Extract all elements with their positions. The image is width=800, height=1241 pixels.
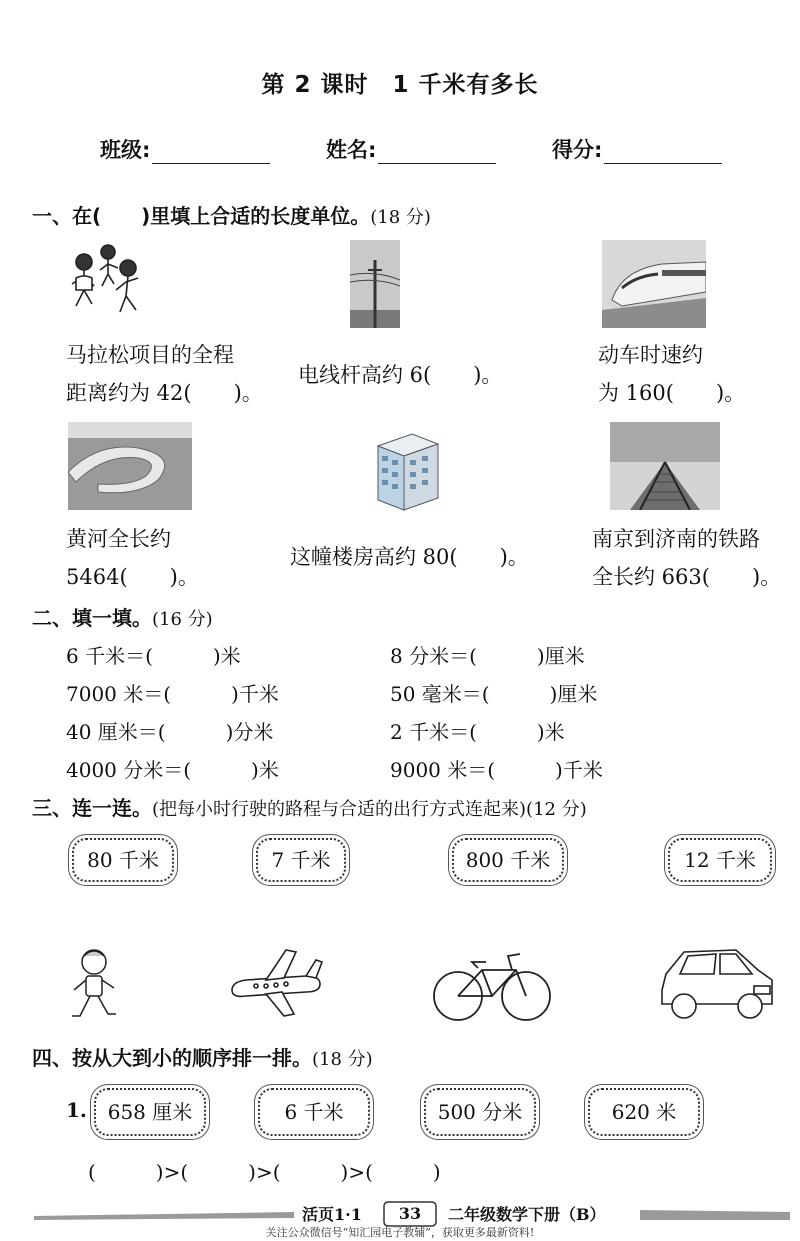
s1-item3: 动车时速约 为 160( )。 (598, 343, 746, 405)
score-label: 得分: (552, 138, 603, 162)
length-box-2: 6 千米 (258, 1088, 370, 1136)
section4-heading: 四、按从大到小的顺序排一排。(18 分) (32, 1046, 373, 1070)
airplane-picture[interactable] (226, 946, 326, 1020)
bicycle-picture[interactable] (432, 946, 552, 1024)
footer-right-text: 二年级数学下册（B） (448, 1205, 606, 1224)
page-number: 33 (398, 1204, 422, 1223)
length-box-3: 500 分米 (424, 1088, 536, 1136)
s1-item1: 马拉松项目的全程 距离约为 42( )。 (66, 343, 263, 405)
s1-item6: 南京到济南的铁路 全长约 663( )。 (592, 527, 782, 589)
speed-box-1[interactable]: 80 千米 (72, 838, 174, 882)
speed-box-4[interactable]: 12 千米 (668, 838, 772, 882)
s1-item2: 电线杆高约 6( )。 (298, 363, 503, 387)
name-field (326, 134, 496, 164)
class-label: 班级: (100, 138, 151, 162)
s2-row3-right: 2 千米＝( )米 (390, 720, 565, 744)
length-box-1: 658 厘米 (94, 1088, 206, 1136)
s2-row4-left: 4000 分米＝( )米 (66, 758, 279, 782)
order-answer-line[interactable]: ( )>( )>( )>( ) (88, 1160, 441, 1184)
apartment-building-picture (372, 426, 442, 512)
walking-child-picture[interactable] (68, 944, 124, 1024)
class-blank[interactable] (152, 141, 270, 164)
s1-item4: 黄河全长约 5464( )。 (66, 527, 199, 589)
speed-box-2[interactable]: 7 千米 (256, 838, 346, 882)
footer-note: 关注公众微信号“知汇园电子教辅”，获取更多最新资料! (265, 1226, 535, 1239)
s1-item5: 这幢楼房高约 80( )。 (290, 545, 529, 569)
length-box-4: 620 米 (588, 1088, 700, 1136)
s2-row1-right: 8 分米＝( )厘米 (390, 644, 585, 668)
speed-box-3[interactable]: 800 千米 (452, 838, 564, 882)
score-blank[interactable] (604, 141, 722, 164)
name-label: 姓名: (326, 138, 377, 162)
class-field (100, 134, 270, 164)
name-blank[interactable] (378, 141, 496, 164)
score-field (552, 134, 722, 164)
railway-track-picture (610, 422, 720, 510)
car-picture[interactable] (654, 944, 780, 1026)
s2-row4-right: 9000 米＝( )千米 (390, 758, 603, 782)
yellow-river-picture (68, 422, 192, 510)
bullet-train-picture (602, 240, 706, 328)
page-title: 第 2 课时 1 千米有多长 (261, 72, 539, 98)
s2-row2-left: 7000 米＝( )千米 (66, 682, 279, 706)
s2-row2-right: 50 毫米＝( )厘米 (390, 682, 598, 706)
section3-heading: 三、连一连。(把每小时行驶的路程与合适的出行方式连起来)(12 分) (32, 796, 587, 820)
section2-heading: 二、填一填。(16 分) (32, 606, 213, 630)
utility-pole-picture (350, 240, 400, 328)
children-running-picture (66, 240, 150, 324)
footer-left-text: 活页1·1 (302, 1205, 362, 1224)
s2-row1-left: 6 千米＝( )米 (66, 644, 241, 668)
s2-row3-left: 40 厘米＝( )分米 (66, 720, 274, 744)
question-number: 1. (66, 1098, 87, 1122)
section1-heading: 一、在( )里填上合适的长度单位。(18 分) (32, 204, 431, 228)
